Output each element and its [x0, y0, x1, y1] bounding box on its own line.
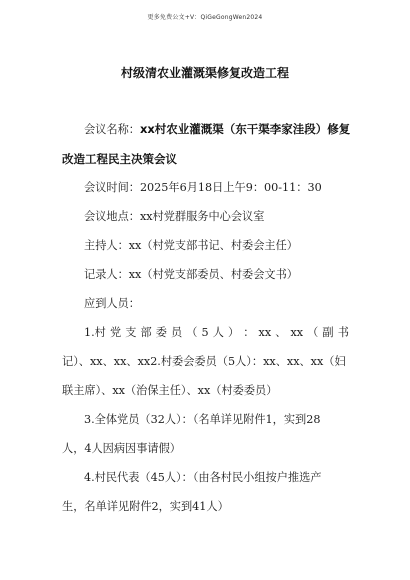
- attendee-item-3-line2: 生，名单详见附件2，实到41人）: [62, 500, 229, 513]
- meeting-time: 会议时间：2025年6月18日上午9：00-11：30: [84, 181, 322, 194]
- document-title: 村级清农业灌溉渠修复改造工程: [120, 66, 289, 80]
- attendee-item-1-line1-part: 副: [322, 326, 334, 339]
- meeting-name-value: xx村农业灌溉渠（东干渠李家洼段）修复: [139, 122, 351, 136]
- attendee-item-1-line3: 联主席）、xx（治保主任）、xx（村委委员）: [62, 384, 278, 397]
- meeting-place: 会议地点：xx村党群服务中心会议室: [84, 210, 265, 223]
- meeting-recorder: 记录人：xx（村党支部委员、村委会文书）: [84, 268, 298, 281]
- header-note: 更多免费公文+V：QiGeGongWen2024: [147, 14, 263, 21]
- meeting-name-line2: 改造工程民主决策会议: [62, 152, 177, 166]
- attendee-item-1-line1-part: （: [307, 326, 319, 339]
- meeting-name-line1: [84, 121, 350, 138]
- meeting-name-label: 会议名称：: [84, 123, 140, 136]
- attendee-item-1-line1-part: 1.村: [84, 326, 106, 339]
- attendee-item-1-line1-part: xx: [290, 326, 304, 339]
- attendees-heading: 应到人员：: [84, 297, 140, 310]
- attendee-item-1-line1-part: 党: [109, 326, 122, 339]
- attendee-item-1-line1-part: 、: [275, 326, 287, 339]
- attendee-item-3-line1: 4.村民代表（45人）：（由各村民小组按户推选产: [84, 471, 322, 484]
- meeting-host: 主持人：xx（村党支部书记、村委会主任）: [84, 239, 298, 252]
- attendee-item-2-line2: 人，4人因病因事请假）: [62, 442, 181, 455]
- attendee-item-2-line1: 3.全体党员（32人）：（名单详见附件1，实到28: [84, 413, 321, 426]
- attendee-item-1-line1-part: 支: [125, 326, 137, 339]
- attendee-item-1-line1-part: 部: [140, 326, 152, 339]
- attendee-item-1-line1-part: xx: [258, 326, 272, 339]
- attendee-item-1-line1-part: （: [186, 326, 198, 339]
- attendee-item-1-line2: 记）、xx、xx、xx2.村委会委员（5人）：xx、xx、xx（妇: [62, 355, 346, 368]
- attendee-item-1-line1-part: 委: [155, 326, 167, 339]
- attendee-item-1-line1-part: ）: [227, 326, 240, 339]
- attendee-item-1-line1-part: ：: [243, 326, 255, 339]
- attendee-item-1-line1-part: 人: [212, 326, 224, 339]
- attendee-item-1-line1-part: 员: [171, 326, 183, 339]
- attendee-item-1-line1: [84, 325, 349, 341]
- attendee-item-1-line1-part: 5: [201, 326, 209, 339]
- attendee-item-1-line1-part: 书: [337, 326, 349, 339]
